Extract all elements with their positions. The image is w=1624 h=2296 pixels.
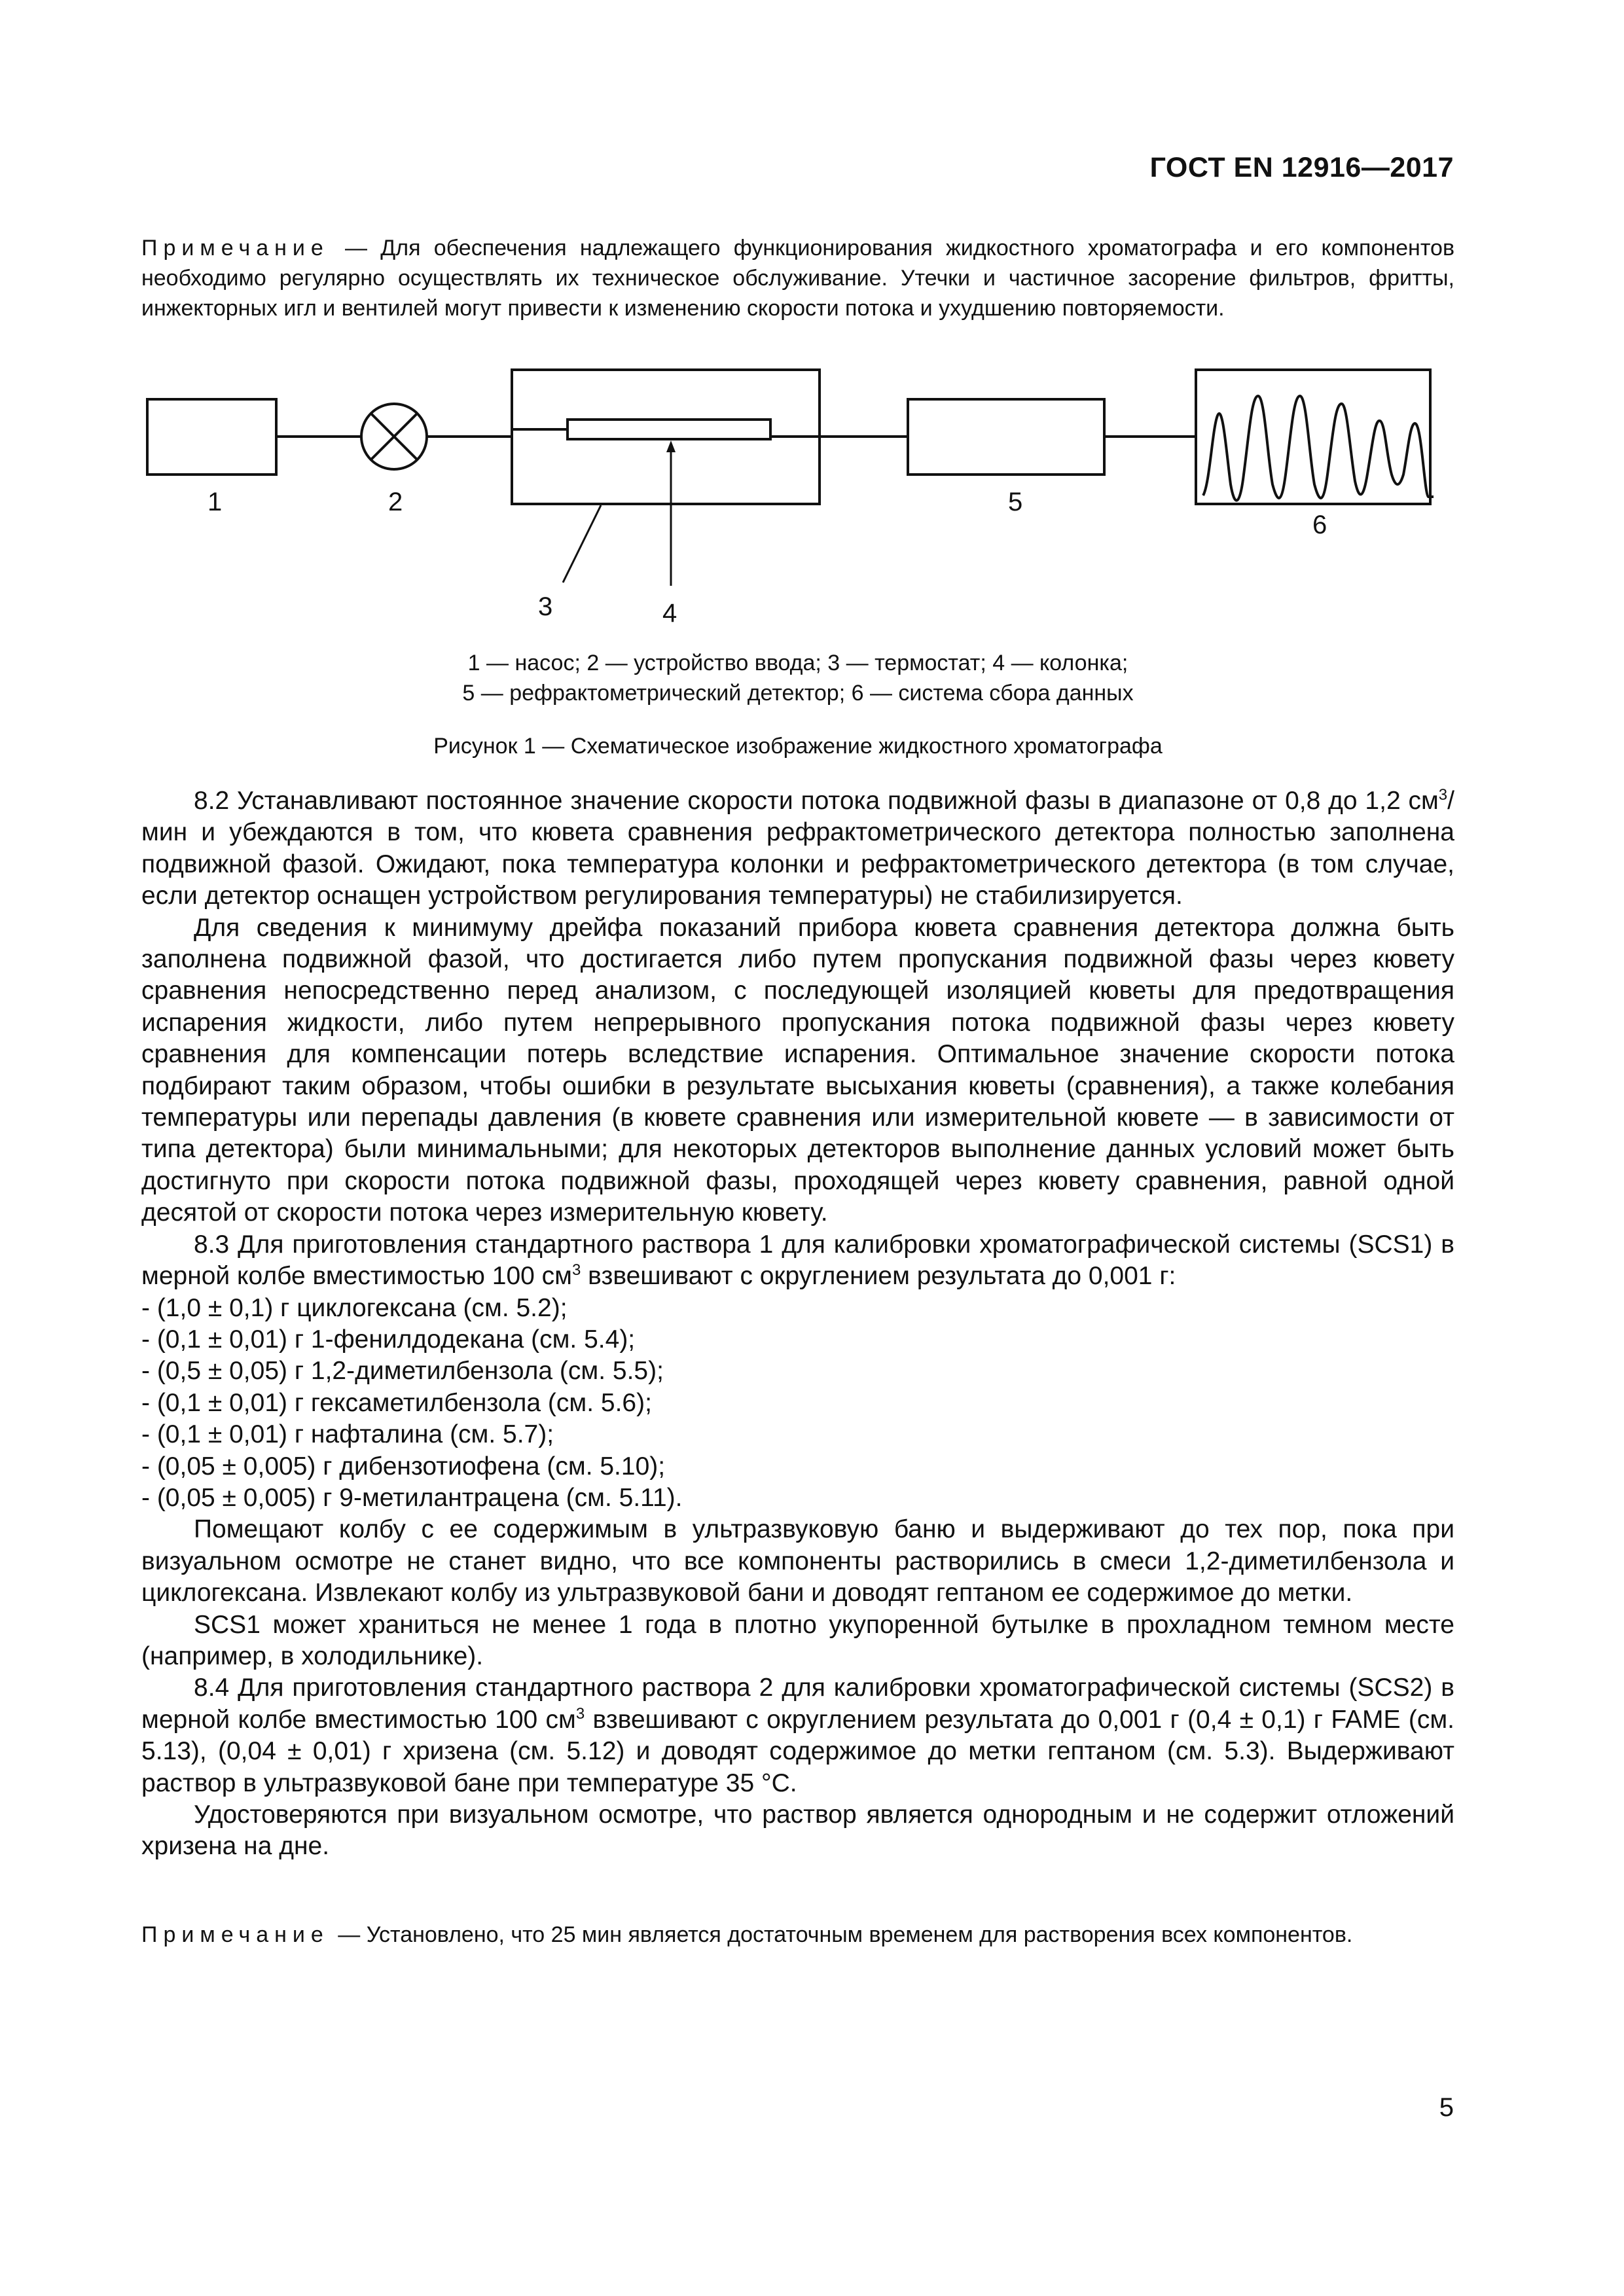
detector-box [908, 399, 1104, 475]
note-bottom [141, 1920, 1454, 1950]
pump-box [147, 399, 276, 475]
figure-label-4: 4 [662, 599, 677, 628]
list-item: - (0,5 ± 0,05) г 1,2-диметилбензола (см. 5.5); [141, 1357, 664, 1386]
diagram-svg [131, 357, 1453, 645]
figure-legend [141, 648, 1454, 708]
paragraph-storage: SCS1 может храниться не менее 1 года в плотно укупоренной бутылке в прохладном темном месте (например, в холодильнике). [141, 1610, 1454, 1670]
paragraph-8-3: 8.3 Для приготовления стандартного раствора 1 для калибровки хроматографической системы (SCS1) в мерной колбе вместимостью 100 $см^3$ взвешивают с округлением результата до 0,001 г: [141, 1230, 1454, 1291]
paragraph-8-2: 8.2 Устанавливают постоянное значение скорости потока подвижной фазы в диапазоне от 0,8 до 1,2 $см^3$/мин и убеждаются в том, что кювета сравнения рефрактометрического детектора полностью заполнена подвижной фазой. Ожидают, пока температура колонки и рефрактометрического детектора (в том случае, если детектор оснащен устройством регулирования температуры) не стабилизируется. [141, 786, 1454, 910]
document-header: ГОСТ EN 12916—2017 [1149, 152, 1454, 183]
figure-label-1: 1 [208, 488, 223, 516]
figure-title: Рисунок 1 — Схематическое изображение жидкостного хроматографа [433, 734, 1163, 759]
figure-label-3: 3 [538, 592, 553, 621]
figure-legend-line: 1 — насос; 2 — устройство ввода; 3 — термостат; 4 — колонка; [467, 651, 1128, 675]
body-text [141, 785, 1454, 1863]
chromatograph-diagram [131, 357, 1453, 645]
list-item: - (0,05 ± 0,005) г дибензотиофена (см. 5.10); [141, 1452, 666, 1480]
figure-label-6: 6 [1312, 511, 1327, 539]
figure-label-2: 2 [388, 488, 403, 516]
paragraph-8-4: 8.4 Для приготовления стандартного раствора 2 для калибровки хроматографической системы (SCS2) в мерной колбе вместимостью 100 $см^3$ взвешивают с округлением результата до 0,001 г (0,4 ± 0,1) г FAME (см. 5.13), (0,04 ± 0,01) г хризена (см. 5.12) и доводят содержимое до метки гептаном (см. 5.3). Выдерживают раствор в ультразвуковой бане при температуре 35 °С. [141, 1674, 1454, 1797]
leader-thermostat [563, 505, 601, 583]
note-text: — Установлено, что 25 мин является достаточным временем для растворения всех компонентов. [331, 1922, 1353, 1947]
note-text: — Для обеспечения надлежащего функционирования жидкостного хроматографа и его компонентов необходимо регулярно осуществлять их техническое обслуживание. Утечки и частичное засорение фильтров, фритты, инжекторных игл и вентилей могут привести к изменению скорости потока и ухудшению повторяемости. [141, 236, 1454, 321]
page-number: 5 [1439, 2093, 1454, 2122]
column-box [568, 420, 770, 439]
note-label: Примечание [141, 236, 329, 260]
paragraph-drift: Для сведения к минимуму дрейфа показаний прибора кювета сравнения детектора должна быть заполнена подвижной фазой, что достигается либо путем пропускания подвижной фазы через кювету сравнения непосредственно перед анализом, с последующей изоляцией кюветы для предотвращения испарения жидкости, либо путем непрерывного пропускания потока подвижной фазы через кювету сравнения для компенсации потерь вследствие испарения. Оптимальное значение скорости потока подбирают таким образом, чтобы ошибки в результате высыхания кюветы (сравнения), а также колебания температуры или перепады давления (в кювете сравнения или измерительной кювете — в зависимости от типа детектора) были минимальными; для некоторых детекторов выполнение данных условий может быть достигнуто при скорости потока подвижной фазы, проходящей через кювету сравнения, равной одной десятой от скорости потока через измерительную кювету. [141, 913, 1454, 1227]
figure-label-5: 5 [1008, 488, 1023, 516]
list-item: - (0,1 ± 0,01) г гексаметилбензола (см. 5.6); [141, 1388, 652, 1417]
paragraph-uniform: Удостоверяются при визуальном осмотре, что раствор является однородным и не содержит отложений хризена на дне. [141, 1801, 1454, 1861]
list-item: - (0,1 ± 0,01) г нафталина (см. 5.7); [141, 1420, 554, 1449]
figure-legend-line: 5 — рефрактометрический детектор; 6 — система сбора данных [462, 681, 1134, 706]
paragraph-ultrasound: Помещают колбу с ее содержимым в ультразвуковую баню и выдерживают до тех пор, пока при визуальном осмотре не станет видно, что все компоненты растворились в смеси 1,2-диметилбензола и циклогексана. Извлекают колбу из ультразвуковой бани и доводят гептаном ее содержимое до метки. [141, 1515, 1454, 1607]
note-label: Примечание [141, 1922, 329, 1947]
column-arrowhead [666, 440, 676, 452]
list-item: - (0,05 ± 0,005) г 9-метилантрацена (см. 5.11). [141, 1483, 683, 1512]
chromatogram-trace [1203, 396, 1434, 501]
note-top [141, 233, 1454, 323]
list-item: - (1,0 ± 0,1) г циклогексана (см. 5.2); [141, 1293, 568, 1322]
list-item: - (0,1 ± 0,01) г 1-фенилдодекана (см. 5.4); [141, 1325, 636, 1354]
